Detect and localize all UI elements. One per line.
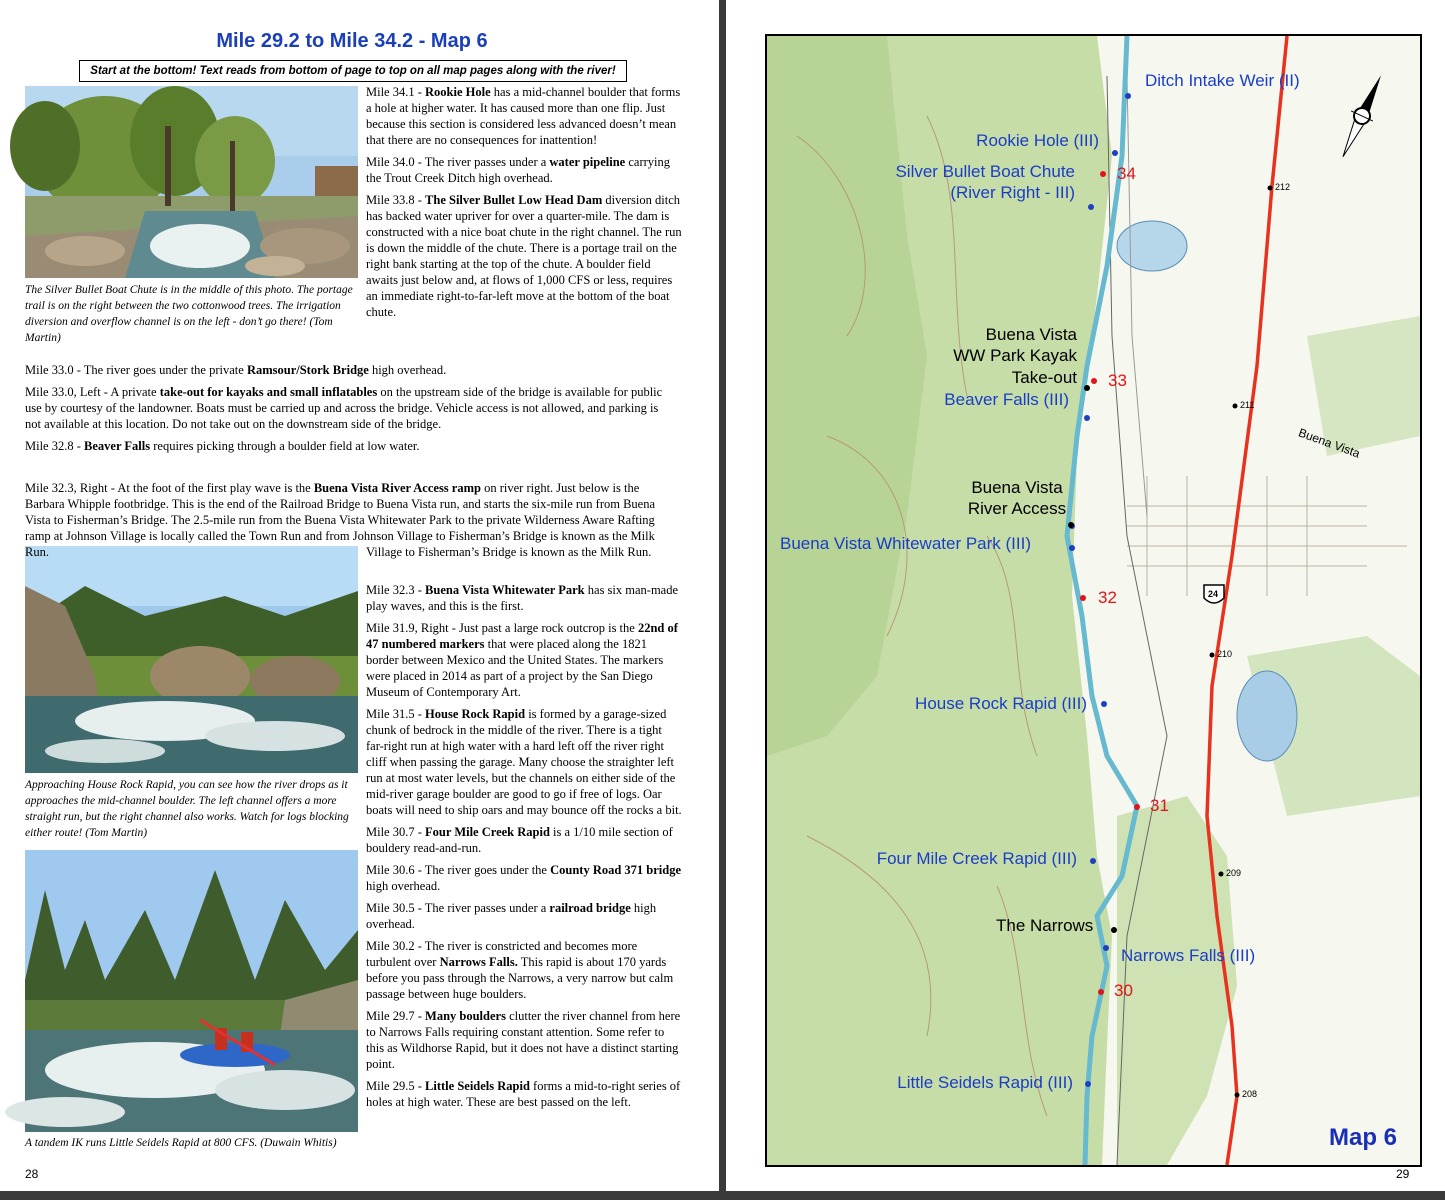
entry-mile-32-8: Mile 32.8 - Beaver Falls requires picking through a boulder field at low water. (25, 439, 420, 453)
page-number-right: 29 (1396, 1167, 1410, 1181)
photo-little-seidels-image (25, 850, 358, 1132)
photo-little-seidels-caption: A tandem IK runs Little Seidels Rapid at 800 CFS. (Duwain Whitis) (25, 1137, 337, 1149)
label-four-mile-creek: Four Mile Creek Rapid (III) (876, 849, 1077, 868)
entry-mile-29-5: Mile 29.5 - Little Seidels Rapid forms a mid-to-right series of holes at high water. These are best passed on the left. (366, 1079, 681, 1109)
label-silver-bullet: Silver Bullet Boat Chute (895, 162, 1075, 181)
entry-mile-30-6: Mile 30.6 - The river goes under the County Road 371 bridge high overhead. (366, 863, 682, 893)
photo-silver-bullet-caption: The Silver Bullet Boat Chute is in the middle of this photo. The portage trail is on the right between the two cottonwood trees. The irrigation diversion and overflow channel is on the left - don’t go there! (Tom Martin) (25, 284, 353, 344)
page-title: Mile 29.2 to Mile 34.2 - Map 6 (216, 30, 488, 52)
label-rookie-hole: Rookie Hole (III) (976, 131, 1099, 150)
label-bv-takeout: Buena Vista (985, 325, 1077, 344)
entry-mile-34-0: Mile 34.0 - The river passes under a water pipeline carrying the Trout Creek Ditch high overhead. (366, 155, 670, 185)
label-beaver-falls: Beaver Falls (III) (944, 390, 1069, 409)
mile-marker-33: 33 (1108, 371, 1127, 390)
photo-house-rock (25, 546, 358, 773)
mile-marker-34: 34 (1117, 164, 1136, 183)
photo-house-rock-image (25, 546, 358, 773)
photo-silver-bullet (25, 86, 358, 278)
left-page (0, 0, 719, 1191)
hwy-marker-209: 209 (1226, 868, 1242, 878)
river-map (765, 34, 1422, 1167)
text-column-bottom (366, 582, 682, 1116)
label-bv-takeout-3: Take-out (1011, 368, 1077, 387)
map-markers (767, 36, 1420, 1165)
label-bv-takeout-2: WW Park Kayak (953, 346, 1077, 365)
label-bv-river-access: Buena Vista (971, 478, 1063, 497)
entry-mile-33-8: Mile 33.8 - The Silver Bullet Low Head Dam diversion ditch has backed water upriver for over a quarter-mile. The dam is constructed with a nice boat chute in the right channel. The run is down the middle of the chute. There is a portage trail on the right bank starting at the top of the chute. A boulder field awaits just below and, at flows of 1,000 CFS or less, requires an immediate right-to-far-left move at the bottom of the boat chute. (366, 193, 682, 319)
mile-marker-32: 32 (1098, 588, 1117, 607)
text-fullwidth (25, 362, 675, 460)
photo-silver-bullet-image (25, 86, 358, 278)
reading-notice: Start at the bottom! Text reads from bottom of page to top on all map pages along with the river! (79, 60, 627, 82)
hwy-marker-210: 210 (1217, 649, 1233, 659)
hwy-marker-208: 208 (1242, 1089, 1258, 1099)
photo-little-seidels (25, 850, 358, 1132)
mile-marker-31: 31 (1150, 796, 1169, 815)
label-silver-bullet-2: (River Right - III) (950, 183, 1075, 202)
entry-mile-30-2: Mile 30.2 - The river is constricted and becomes more turbulent over Narrows Falls. This rapid is about 170 yards before you pass through the Narrows, a very narrow but calm passage between huge boulders. (366, 939, 674, 1001)
entry-mile-32-3-right-cont: Village to Fisherman’s Bridge is known as the Milk Run. (366, 545, 652, 559)
hwy-marker-212: 212 (1275, 182, 1291, 192)
label-the-narrows: The Narrows (996, 916, 1094, 935)
label-narrows-falls: Narrows Falls (III) (1121, 946, 1256, 965)
entry-mile-32-3: Mile 32.3 - Buena Vista Whitewater Park has six man-made play waves, and this is the first. (366, 583, 679, 613)
entry-mile-30-5: Mile 30.5 - The river passes under a railroad bridge high overhead. (366, 901, 657, 931)
label-ditch-intake-weir: Ditch Intake Weir (II) (1145, 71, 1300, 90)
entry-mile-31-5: Mile 31.5 - House Rock Rapid is formed by a garage-sized chunk of bedrock in the middle of the river. There is a tight far-right run at high water with a hard left off the river right cliff when passing the garage. Many choose the straighter left run at most water levels, but the channels on either side of the mid-river garage boulder are good to go if free of logs. Oar boats will need to ship oars and may bounce off the rocks a bit. (366, 707, 682, 817)
label-bv-whitewater-park: Buena Vista Whitewater Park (III) (780, 534, 1032, 553)
text-column-top (366, 84, 682, 326)
entry-mile-29-7: Mile 29.7 - Many boulders clutter the river channel from here to Narrows Falls requiring constant attention. Some refer to this as Wildhorse Rapid, but it does not have a distinct starting point. (366, 1009, 681, 1071)
entry-mile-31-9: Mile 31.9, Right - Just past a large rock outcrop is the 22nd of 47 numbered markers that were placed along the 1821 border between Mexico and the United States. The markers were placed in 2014 as part of a project by the San Diego Museum of Contemporary Art. (366, 621, 678, 699)
entry-mile-33-0: Mile 33.0 - The river goes under the private Ramsour/Stork Bridge high overhead. (25, 363, 447, 377)
route-24-label: 24 (1208, 589, 1219, 599)
photo-house-rock-caption: Approaching House Rock Rapid, you can see how the river drops as it approaches the mid-channel boulder. The left channel offers a more straight run, but the right channel also works. Watch for logs blocking either route! (Tom Martin) (25, 779, 349, 839)
entry-mile-32-3-right: Mile 32.3, Right - At the foot of the first play wave is the Buena Vista River Access ramp on river right. Just below is the Barbara Whipple footbridge. This is the end of the Railroad Bridge to Buena Vista run, and starts the six-mile run from Buena Vista to Fisherman’s Bridge. The 2.5-mile run from the Buena Vista Whitewater Park to the private Wilderness Aware Rafting ramp at Johnson Village is locally called the Town Run and from Johnson Village to Fisherman’s Bridge is known as the Milk Run. (25, 481, 656, 559)
town-label-buena-vista: Buena Vista (1296, 425, 1362, 461)
mile-marker-30: 30 (1114, 981, 1133, 1000)
entry-mile-33-0-left: Mile 33.0, Left - A private take-out for kayaks and small inflatables on the upstream side of the bridge is available for public use by courtesy of the landowner. Boats must be carried up and across the bridge. Vehicle access is not allowed, and parking is not available at this location. Do not take out on the downstream side of the bridge. (25, 385, 663, 431)
hwy-marker-211: 211 (1240, 400, 1255, 410)
label-bv-river-access-2: River Access (967, 499, 1067, 518)
page-number-left: 28 (25, 1167, 39, 1181)
label-house-rock: House Rock Rapid (III) (915, 694, 1087, 713)
label-little-seidels: Little Seidels Rapid (III) (897, 1073, 1073, 1092)
map-title: Map 6 (1329, 1124, 1398, 1151)
entry-mile-30-7: Mile 30.7 - Four Mile Creek Rapid is a 1/10 mile section of bouldery read-and-run. (366, 825, 673, 855)
entry-mile-34-1: Mile 34.1 - Rookie Hole has a mid-channel boulder that forms a hole at higher water. It has caused more than one flip. Just because this section is considered less advanced doesn’t mean that there are no consequences for inattention! (366, 85, 681, 147)
